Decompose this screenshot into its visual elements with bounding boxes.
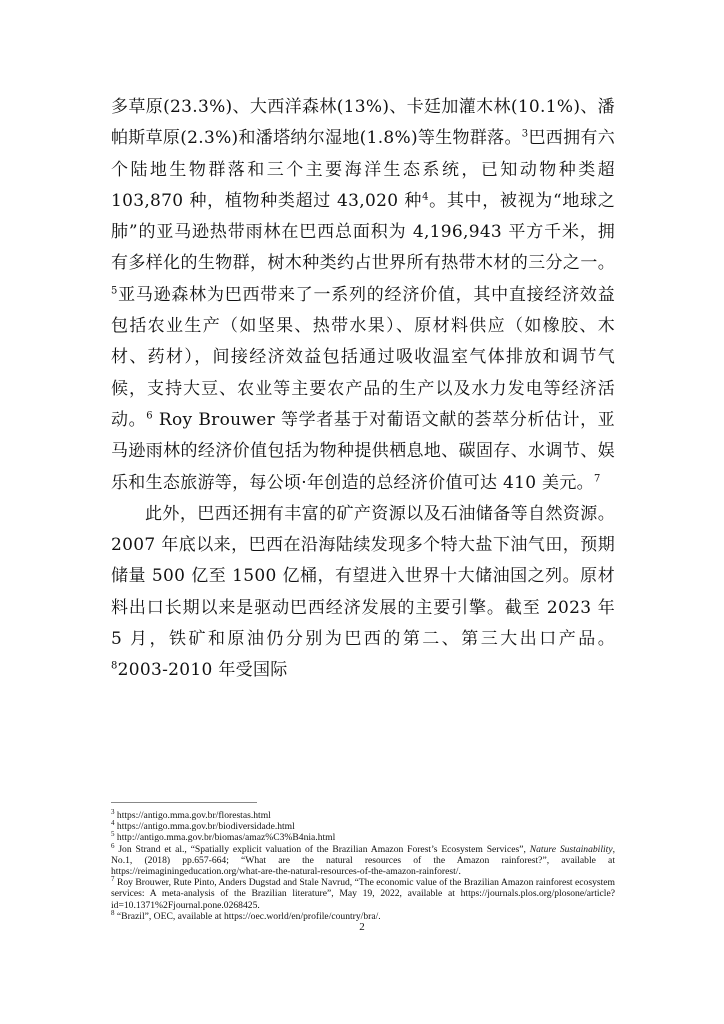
footnote-number: 4 [111,819,115,828]
paragraph-text: 。其中，被视为“地球之肺”的亚马逊热带雨林在巴西总面积为 4,196,943 平方千米，拥有多样化的生物群，树木种类约占世界所有热带木材的三分之一。 [111,190,615,274]
footnote-number: 7 [111,875,115,884]
footnote-text: Jon Strand et al., “Spatially explicit valuation of the Brazilian Amazon Forest’s Ecosystem Services”, [118,843,530,855]
paragraph-biodiversity [111,92,615,499]
footnote-3 [111,807,615,821]
paragraph-text: 此外，巴西还拥有丰富的矿产资源以及石油储备等自然资源。2007 年底以来，巴西在沿海陆续发现多个特大盐下油气田，预期储量 500 亿至 1500 亿桶，有望进入世界十大储油国之列。原材料出口长期以来是驱动巴西经济发展的主要引擎。截至 2023 年 5 月，铁矿和原油仍分别为巴西的第二、第三大出口产品。 [111,503,615,650]
footnote-6 [111,841,615,878]
footnote-number: 3 [111,807,115,816]
footnote-separator [111,802,257,803]
footnote-ref-8[interactable]: 8 [111,660,118,672]
paragraph-text: 亚马逊森林为巴西带来了一系列的经济价值，其中直接经济效益包括农业生产（如坚果、热带水果）、原材料供应（如橡胶、木材、药材），间接经济效益包括通过吸收温室气体排放和调节气候，支持大豆、农业等主要农产品的生产以及水力发电等经济活动。 [111,284,615,430]
footnote-link[interactable]: http://antigo.mma.gov.br/biomas/amaz%C3%B4nia.html [116,832,336,844]
paragraph-text: Roy Brouwer 等学者基于对葡语文献的荟萃分析估计，亚马逊雨林的经济价值包括为物种提供栖息地、碳固存、水调节、娱乐和生态旅游等，每公顷·年创造的总经济价值可达 410 美元。 [111,409,615,493]
footnote-ref-7[interactable]: 7 [593,472,601,484]
paragraph-text: 巴西拥有六个陆地生物群落和三个主要海洋生态系统，已知动物种类超 103,870 种，植物种类超过 43,020 种 [111,128,615,211]
paragraph-resources [111,499,615,687]
footnote-text: Roy Brouwer, Rute Pinto, Anders Dugstad and Stale Navrud, “The economic value of the Brazilian Amazon rainforest ecosystem services: A meta-analysis of the Brazilian literature”, May 19, 2022, available at https://journals.plos.org/plosone/article?id=10.1371%2Fjournal.pone.0268425. [111,877,616,911]
footnote-7 [111,877,615,911]
footnote-ref-5[interactable]: 5 [111,285,118,297]
footnotes [111,807,616,922]
footnote-text: , No.1, (2018) pp.657-664; “What are the natural resources of the Amazon rainforest?”, available at https://reimaginingeducation.org/what-are-the-natural-resources-of-the-amazon-rainforest/. [111,843,615,878]
footnote-number: 5 [111,830,115,839]
footnote-4 [111,821,615,832]
paragraph-text: 多草原(23.3%)、大西洋森林(13%)、卡廷加灌木林(10.1%)、潘帕斯草原(2.3%)和潘塔纳尔湿地(1.8%)等生物群落。 [111,97,615,149]
journal-title: Nature Sustainability [529,843,613,855]
footnote-number: 6 [111,841,115,850]
footnote-ref-3[interactable]: 3 [521,128,529,140]
paragraph-text: 2003-2010 年受国际 [117,660,288,681]
footnote-link[interactable]: https://antigo.mma.gov.br/florestas.html [116,810,271,821]
footnote-number: 8 [111,908,115,917]
footnote-ref-4[interactable]: 4 [422,191,429,203]
footnote-ref-6[interactable]: 6 [146,410,153,422]
footnote-text: “Brazil”, OEC, available at https://oec.world/en/profile/country/bra/. [116,910,381,922]
footnote-link[interactable]: https://antigo.mma.gov.br/biodiversidade.html [116,821,295,833]
footnote-5 [111,832,615,843]
page-number: 2 [359,921,365,933]
body-text [111,92,615,687]
